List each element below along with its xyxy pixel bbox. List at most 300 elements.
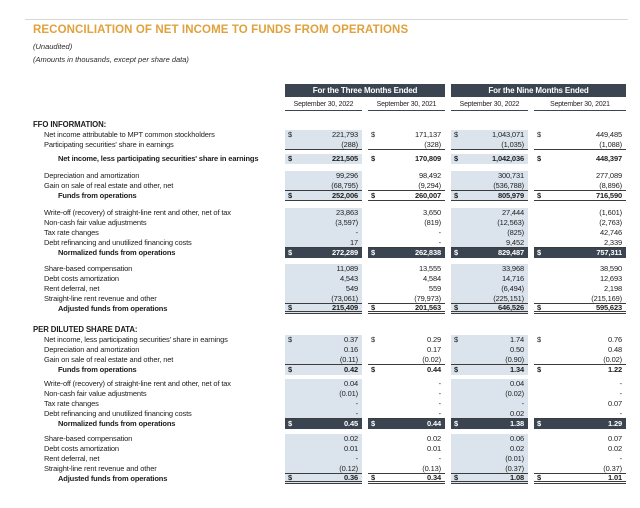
value-cell <box>534 399 626 409</box>
value-cell <box>285 304 362 314</box>
value-cell <box>285 335 362 345</box>
dollar-sign: $ <box>288 419 293 428</box>
cell-value: (1,035) <box>501 139 524 149</box>
value-cell <box>368 154 445 164</box>
cell-value: (3,597) <box>335 218 358 227</box>
value-cell <box>451 389 528 399</box>
value-cell <box>368 218 445 228</box>
cell-value: - <box>438 237 441 247</box>
cell-value: - <box>619 389 622 398</box>
period-header-nine-months: For the Nine Months Ended <box>451 84 626 97</box>
cell-value: 17 <box>349 237 358 247</box>
cell-value: 0.34 <box>427 472 441 482</box>
cell-value: 0.04 <box>344 379 358 388</box>
value-cell <box>451 238 528 248</box>
value-cell <box>451 191 528 201</box>
value-cell <box>285 181 362 191</box>
cell-value: 23,863 <box>335 208 358 217</box>
top-divider <box>25 19 628 20</box>
value-cell <box>451 345 528 355</box>
reconciliation-table <box>33 84 626 484</box>
cell-value: (2,763) <box>599 218 622 227</box>
table-row <box>33 228 626 238</box>
value-cell <box>285 140 362 150</box>
value-cell <box>451 171 528 181</box>
cell-value: 4,584 <box>422 274 441 283</box>
dollar-sign: $ <box>288 154 293 163</box>
cell-value: 1.38 <box>510 419 524 428</box>
cell-value: (536,788) <box>493 180 524 190</box>
value-cell <box>451 284 528 294</box>
value-cell <box>534 379 626 389</box>
row-label: Non-cash fair value adjustments <box>44 389 147 398</box>
table-row <box>33 335 626 345</box>
table-row <box>33 171 626 181</box>
value-cell <box>285 454 362 464</box>
cell-value: 3,650 <box>422 208 441 217</box>
cell-value: 260,007 <box>414 190 441 200</box>
cell-value: - <box>619 408 622 418</box>
cell-value: 11,089 <box>336 264 358 273</box>
dollar-sign: $ <box>537 335 542 344</box>
value-cell <box>285 248 362 258</box>
cell-value: 0.36 <box>344 472 358 482</box>
dollar-sign: $ <box>454 472 459 482</box>
cell-value: 99,296 <box>335 171 358 180</box>
cell-value: 13,555 <box>418 264 441 273</box>
cell-value: 0.02 <box>344 434 358 443</box>
cell-value: 1.29 <box>608 419 622 428</box>
table-row <box>33 434 626 444</box>
dollar-sign: $ <box>537 190 542 200</box>
cell-value: 0.42 <box>344 365 358 374</box>
row-group <box>33 335 626 375</box>
value-cell <box>451 474 528 484</box>
table-row <box>33 218 626 228</box>
value-cell <box>285 444 362 454</box>
table-row <box>33 191 626 201</box>
value-cell <box>451 335 528 345</box>
value-cell <box>368 389 445 399</box>
table-row <box>33 409 626 419</box>
row-label: Participating securities' share in earnings <box>44 140 174 149</box>
value-cell <box>451 379 528 389</box>
dollar-sign: $ <box>537 248 542 257</box>
cell-value: 14,716 <box>501 274 524 283</box>
row-group <box>33 208 626 258</box>
cell-value: 38,590 <box>599 264 622 273</box>
row-label: Debt refinancing and unutilized financing costs <box>44 409 192 418</box>
value-cell <box>451 264 528 274</box>
value-cell <box>534 140 626 150</box>
row-label: Rent deferral, net <box>44 284 100 293</box>
dollar-sign: $ <box>371 130 376 139</box>
cell-value: - <box>521 399 524 408</box>
dollar-sign: $ <box>371 248 376 257</box>
value-cell <box>368 238 445 248</box>
value-cell <box>534 228 626 238</box>
cell-value: 221,793 <box>331 130 358 139</box>
cell-value: (12,563) <box>497 218 524 227</box>
value-cell <box>285 434 362 444</box>
row-label: Adjusted funds from operations <box>58 304 168 313</box>
cell-value: 27,444 <box>501 208 524 217</box>
cell-value: 201,563 <box>414 302 441 312</box>
row-label: Debt costs amortization <box>44 274 119 283</box>
value-cell <box>534 154 626 164</box>
value-cell <box>285 238 362 248</box>
value-cell <box>534 171 626 181</box>
cell-value: 1.01 <box>608 472 622 482</box>
value-cell <box>368 345 445 355</box>
cell-value: 0.06 <box>510 434 524 443</box>
table-body <box>33 119 626 484</box>
cell-value: - <box>438 454 441 463</box>
cell-value: 449,485 <box>595 130 622 139</box>
row-label: Tax rate changes <box>44 228 99 237</box>
cell-value: 0.01 <box>427 444 441 453</box>
row-group <box>33 379 626 429</box>
value-cell <box>534 304 626 314</box>
cell-value: (0.02) <box>603 354 622 364</box>
value-cell <box>451 248 528 258</box>
value-cell <box>368 304 445 314</box>
cell-value: 1.08 <box>510 472 524 482</box>
table-row <box>33 454 626 464</box>
dollar-sign: $ <box>537 365 542 374</box>
row-group <box>33 171 626 201</box>
cell-value: 0.44 <box>427 419 441 428</box>
value-cell <box>368 171 445 181</box>
cell-value: 595,623 <box>595 302 622 312</box>
value-cell <box>368 130 445 140</box>
row-label: Funds from operations <box>58 191 137 200</box>
dollar-sign: $ <box>454 365 459 374</box>
value-cell <box>534 444 626 454</box>
cell-value: 559 <box>428 284 441 293</box>
value-cell <box>451 409 528 419</box>
cell-value: 0.02 <box>510 444 524 453</box>
table-row <box>33 208 626 218</box>
value-cell <box>368 140 445 150</box>
cell-value: 0.50 <box>510 345 524 354</box>
value-cell <box>534 181 626 191</box>
cell-value: - <box>438 389 441 398</box>
value-cell <box>285 474 362 484</box>
value-cell <box>368 434 445 444</box>
cell-value: 805,979 <box>497 190 524 200</box>
cell-value: 0.07 <box>608 399 622 408</box>
dollar-sign: $ <box>454 130 459 139</box>
cell-value: 549 <box>345 284 358 293</box>
cell-value: 757,311 <box>596 248 622 257</box>
table-row <box>33 379 626 389</box>
cell-value: (9,294) <box>418 180 441 190</box>
row-label: Straight-line rent revenue and other <box>44 464 157 473</box>
value-cell <box>368 409 445 419</box>
value-cell <box>534 284 626 294</box>
value-cell <box>368 419 445 429</box>
cell-value: - <box>355 228 358 237</box>
row-label: Debt refinancing and unutilized financing costs <box>44 238 192 247</box>
table-row <box>33 389 626 399</box>
value-cell <box>368 284 445 294</box>
cell-value: 215,409 <box>331 302 358 312</box>
value-cell <box>534 238 626 248</box>
dollar-sign: $ <box>371 419 376 428</box>
value-cell <box>534 191 626 201</box>
value-cell <box>285 171 362 181</box>
row-label: Net income, less participating securities' share in earnings <box>58 154 259 163</box>
value-cell <box>368 379 445 389</box>
value-cell <box>368 444 445 454</box>
row-label: Normalized funds from operations <box>58 419 176 428</box>
page-title: RECONCILIATION OF NET INCOME TO FUNDS FROM OPERATIONS <box>33 24 409 36</box>
cell-value: (0.13) <box>422 463 441 473</box>
cell-value: 0.29 <box>427 335 441 344</box>
dollar-sign: $ <box>537 419 542 428</box>
cell-value: (0.12) <box>339 463 358 473</box>
dollar-sign: $ <box>288 302 293 312</box>
cell-value: 1.22 <box>608 365 622 374</box>
row-label: Adjusted funds from operations <box>58 474 168 483</box>
dollar-sign: $ <box>371 154 376 163</box>
value-cell <box>451 154 528 164</box>
table-row <box>33 264 626 274</box>
dollar-sign: $ <box>537 302 542 312</box>
value-cell <box>368 181 445 191</box>
cell-value: 0.17 <box>427 345 441 354</box>
cell-value: 300,731 <box>497 171 524 180</box>
value-cell <box>368 399 445 409</box>
cell-value: 0.76 <box>608 335 622 344</box>
row-label: Share-based compensation <box>44 264 133 273</box>
cell-value: - <box>619 379 622 388</box>
value-cell <box>534 365 626 375</box>
value-cell <box>534 345 626 355</box>
cell-value: 0.45 <box>344 419 358 428</box>
cell-value: 0.44 <box>427 365 441 374</box>
value-cell <box>534 208 626 218</box>
table-row <box>33 248 626 258</box>
table-row <box>33 365 626 375</box>
value-cell <box>285 218 362 228</box>
value-cell <box>534 409 626 419</box>
cell-value: (6,494) <box>501 284 524 293</box>
table-row <box>33 399 626 409</box>
row-label: Depreciation and amortization <box>44 345 140 354</box>
cell-value: 252,006 <box>331 190 358 200</box>
row-label: Tax rate changes <box>44 399 99 408</box>
dollar-sign: $ <box>288 335 293 344</box>
row-label: Net income attributable to MPT common stockholders <box>44 130 215 139</box>
value-cell <box>451 454 528 464</box>
value-cell <box>451 304 528 314</box>
dollar-sign: $ <box>288 365 293 374</box>
value-cell <box>368 264 445 274</box>
row-label: Straight-line rent revenue and other <box>44 294 157 303</box>
table-row <box>33 419 626 429</box>
cell-value: (1,088) <box>599 139 622 149</box>
cell-value: (328) <box>424 139 441 149</box>
table-row <box>33 154 626 164</box>
subtitle-unaudited: (Unaudited) <box>33 42 73 51</box>
value-cell <box>534 454 626 464</box>
row-label: Non-cash fair value adjustments <box>44 218 147 227</box>
value-cell <box>451 419 528 429</box>
cell-value: 0.01 <box>344 444 358 453</box>
table-row <box>33 304 626 314</box>
cell-value: - <box>355 454 358 463</box>
value-cell <box>451 181 528 191</box>
date-header: September 30, 2022 <box>451 100 528 111</box>
value-cell <box>451 355 528 365</box>
value-cell <box>368 208 445 218</box>
value-cell <box>368 355 445 365</box>
row-label: Depreciation and amortization <box>44 171 140 180</box>
table-row <box>33 474 626 484</box>
table-row <box>33 130 626 140</box>
row-label: Funds from operations <box>58 365 137 374</box>
period-header-row <box>33 84 626 97</box>
table-row <box>33 274 626 284</box>
cell-value: 42,746 <box>599 228 622 237</box>
dollar-sign: $ <box>537 472 542 482</box>
cell-value: 1,042,036 <box>491 154 524 163</box>
cell-value: - <box>438 228 441 237</box>
value-cell <box>285 228 362 238</box>
row-label: Write-off (recovery) of straight-line rent and other, net of tax <box>44 379 231 388</box>
dollar-sign: $ <box>371 190 376 200</box>
date-header: September 30, 2022 <box>285 100 362 111</box>
date-header: September 30, 2021 <box>368 100 445 111</box>
value-cell <box>534 218 626 228</box>
cell-value: 2,339 <box>603 237 622 247</box>
value-cell <box>534 474 626 484</box>
value-cell <box>285 130 362 140</box>
dollar-sign: $ <box>454 302 459 312</box>
value-cell <box>534 335 626 345</box>
cell-value: 0.02 <box>510 408 524 418</box>
value-cell <box>451 365 528 375</box>
table-row <box>33 140 626 150</box>
value-cell <box>285 191 362 201</box>
table-row <box>33 444 626 454</box>
cell-value: (1,601) <box>599 208 622 217</box>
table-row <box>33 355 626 365</box>
dollar-sign: $ <box>371 365 376 374</box>
dollar-sign: $ <box>371 302 376 312</box>
cell-value: 170,809 <box>414 154 441 163</box>
value-cell <box>368 228 445 238</box>
value-cell <box>285 409 362 419</box>
cell-value: 9,452 <box>505 237 524 247</box>
cell-value: 0.37 <box>344 335 358 344</box>
cell-value: 262,838 <box>414 248 441 257</box>
cell-value: 1.34 <box>510 365 524 374</box>
cell-value: (225,151) <box>493 293 524 303</box>
value-cell <box>451 228 528 238</box>
value-cell <box>451 274 528 284</box>
value-cell <box>368 248 445 258</box>
dollar-sign: $ <box>454 335 459 344</box>
value-cell <box>534 264 626 274</box>
section-heading: FFO INFORMATION: <box>33 120 107 129</box>
row-label: Write-off (recovery) of straight-line rent and other, net of tax <box>44 208 231 217</box>
cell-value: 0.02 <box>608 444 622 453</box>
cell-value: 0.48 <box>608 345 622 354</box>
cell-value: - <box>355 408 358 418</box>
subtitle-amounts-note: (Amounts in thousands, except per share data) <box>33 55 189 64</box>
row-group <box>33 130 626 150</box>
table-row <box>33 284 626 294</box>
dollar-sign: $ <box>454 154 459 163</box>
row-label: Gain on sale of real estate and other, net <box>44 181 174 190</box>
cell-value: 646,526 <box>497 302 524 312</box>
value-cell <box>534 419 626 429</box>
cell-value: - <box>438 379 441 388</box>
value-cell <box>368 454 445 464</box>
cell-value: 277,089 <box>595 171 622 180</box>
cell-value: 272,289 <box>331 248 358 257</box>
row-label: Normalized funds from operations <box>58 248 176 257</box>
label-column-spacer <box>33 100 285 111</box>
dollar-sign: $ <box>454 419 459 428</box>
dollar-sign: $ <box>454 248 459 257</box>
cell-value: 0.04 <box>510 379 524 388</box>
value-cell <box>285 399 362 409</box>
cell-value: - <box>355 399 358 408</box>
cell-value: (0.01) <box>505 454 524 463</box>
cell-value: 12,693 <box>599 274 622 283</box>
row-label: Share-based compensation <box>44 434 133 443</box>
row-group <box>33 154 626 164</box>
value-cell <box>534 130 626 140</box>
table-row <box>33 345 626 355</box>
cell-value: (73,061) <box>331 293 358 303</box>
cell-value: 0.16 <box>344 345 358 354</box>
value-cell <box>451 218 528 228</box>
cell-value: - <box>438 408 441 418</box>
value-cell <box>285 274 362 284</box>
value-cell <box>451 140 528 150</box>
value-cell <box>285 419 362 429</box>
section-ffo-information <box>33 119 626 314</box>
cell-value: 221,505 <box>331 154 358 163</box>
cell-value: 1,043,071 <box>491 130 524 139</box>
value-cell <box>285 284 362 294</box>
cell-value: - <box>619 454 622 463</box>
cell-value: 1.74 <box>510 335 524 344</box>
cell-value: (0.02) <box>422 354 441 364</box>
value-cell <box>451 130 528 140</box>
section-per-diluted-share <box>33 324 626 484</box>
cell-value: (68,795) <box>331 180 358 190</box>
cell-value: (215,169) <box>591 293 622 303</box>
table-row <box>33 181 626 191</box>
date-header: September 30, 2021 <box>534 100 626 111</box>
cell-value: (288) <box>341 139 358 149</box>
value-cell <box>534 434 626 444</box>
value-cell <box>534 274 626 284</box>
cell-value: 0.02 <box>427 434 441 443</box>
value-cell <box>368 274 445 284</box>
cell-value: (79,973) <box>414 293 441 303</box>
value-cell <box>368 474 445 484</box>
value-cell <box>451 434 528 444</box>
value-cell <box>285 389 362 399</box>
cell-value: 4,543 <box>339 274 358 283</box>
